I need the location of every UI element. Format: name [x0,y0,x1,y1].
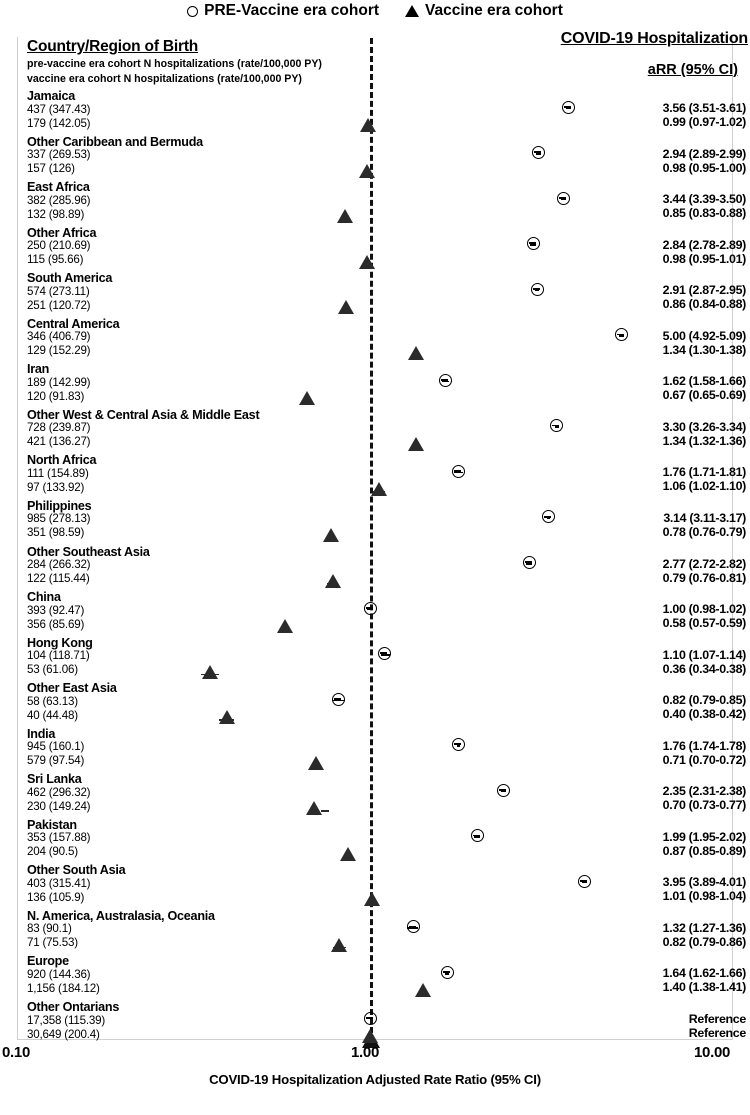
row-pre-vaccine-arr: 1.00 (0.98-1.02) [662,602,746,617]
pre-vaccine-marker [452,465,465,478]
row-pre-vaccine-arr: Reference [688,1012,746,1026]
pre-vaccine-marker [531,283,544,296]
row-pre-vaccine-arr: 5.00 (4.92-5.09) [662,328,746,343]
row-vaccine-arr: 0.98 (0.95-1.01) [662,251,746,266]
row-pre-vaccine-n: 337 (269.53) [27,148,91,162]
vaccine-marker [362,1029,378,1043]
row-vaccine-n: 53 (61.06) [27,663,78,677]
row-pre-vaccine-arr: 1.62 (1.58-1.66) [662,374,746,389]
pre-vaccine-marker [364,602,377,615]
vaccine-marker [306,801,322,815]
row-pre-vaccine-n: 945 (160.1) [27,740,85,754]
vaccine-marker [408,437,424,451]
vaccine-marker [415,983,431,997]
row-pre-vaccine-n: 17,358 (115.39) [27,1013,106,1027]
row-vaccine-arr: 0.86 (0.84-0.88) [662,297,746,312]
legend-entry-vaccine [405,2,563,20]
row-pre-vaccine-arr: 1.76 (1.71-1.81) [662,465,746,480]
row-vaccine-arr: 0.36 (0.34-0.38) [662,661,746,676]
row-vaccine-arr: 0.67 (0.65-0.69) [662,388,746,403]
row-pre-vaccine-arr: 1.64 (1.62-1.66) [662,966,746,981]
row-label: Other East Asia [27,681,117,696]
row-vaccine-arr: Reference [688,1026,746,1040]
column-header-hospitalization: COVID-19 Hospitalization [560,30,748,47]
row-pre-vaccine-n: 353 (157.88) [27,831,91,845]
row-vaccine-arr: 0.98 (0.95-1.00) [662,160,746,175]
row-label: Iran [27,362,50,377]
row-vaccine-n: 356 (85.69) [27,617,85,631]
row-vaccine-arr: 0.78 (0.76-0.79) [662,524,746,539]
row-label: Other Caribbean and Bermuda [27,134,203,149]
row-pre-vaccine-n: 189 (142.99) [27,375,91,389]
row-pre-vaccine-n: 83 (90.1) [27,922,72,936]
row-pre-vaccine-arr: 1.10 (1.07-1.14) [662,647,746,662]
row-vaccine-n: 157 (126) [27,162,75,176]
column-header-arr: aRR (95% CI) [647,62,738,78]
row-vaccine-n: 179 (142.05) [27,116,91,130]
row-vaccine-n: 136 (105.9) [27,890,85,904]
row-label: Europe [27,954,69,969]
row-label: East Africa [27,180,90,195]
legend-entry-pre-vaccine [187,2,379,20]
row-pre-vaccine-n: 437 (347.43) [27,102,91,116]
row-pre-vaccine-n: 574 (273.11) [27,284,90,298]
vaccine-marker [359,255,375,269]
row-pre-vaccine-n: 403 (315.41) [27,876,91,890]
row-pre-vaccine-n: 382 (285.96) [27,193,91,207]
legend-label-vaccine: Vaccine era cohort [425,2,563,19]
row-vaccine-n: 40 (44.48) [27,708,78,722]
vaccine-marker [340,847,356,861]
column-subheader-vaccine: vaccine era cohort N hospitalizations (rate/100,000 PY) [27,73,302,85]
row-pre-vaccine-n: 104 (118.71) [27,649,90,663]
row-vaccine-arr: 1.34 (1.32-1.36) [662,433,746,448]
vaccine-marker [359,164,375,178]
row-vaccine-n: 120 (91.83) [27,389,85,403]
x-axis-label: COVID-19 Hospitalization Adjusted Rate Ratio (95% CI) [209,1072,541,1087]
row-vaccine-n: 30,649 (200.4) [27,1027,100,1041]
row-vaccine-n: 579 (97.54) [27,754,85,768]
row-label: India [27,726,56,741]
row-pre-vaccine-n: 58 (63.13) [27,694,78,708]
row-vaccine-arr: 1.40 (1.38-1.41) [662,980,746,995]
open-circle-icon [187,6,198,17]
row-vaccine-arr: 0.40 (0.38-0.42) [662,707,746,722]
column-header-country: Country/Region of Birth [27,38,199,55]
vaccine-marker [202,665,218,679]
row-pre-vaccine-arr: 3.56 (3.51-3.61) [662,101,746,115]
row-label: N. America, Australasia, Oceania [27,908,215,923]
row-pre-vaccine-arr: 1.32 (1.27-1.36) [662,920,746,935]
pre-vaccine-marker [562,101,575,114]
row-vaccine-arr: 1.06 (1.02-1.10) [662,479,746,494]
row-vaccine-n: 97 (133.92) [27,480,85,494]
legend-label-pre-vaccine: PRE-Vaccine era cohort [204,2,380,19]
pre-vaccine-marker [439,374,452,387]
row-pre-vaccine-arr: 2.35 (2.31-2.38) [662,784,746,799]
row-vaccine-n: 351 (98.59) [27,526,85,540]
row-vaccine-n: 1,156 (184.12) [27,981,100,995]
x-axis [0,1044,750,1114]
row-vaccine-n: 129 (152.29) [27,344,91,358]
pre-vaccine-marker [441,966,454,979]
row-vaccine-arr: 0.99 (0.97-1.02) [662,115,746,129]
vaccine-marker [325,574,341,588]
row-vaccine-arr: 0.87 (0.85-0.89) [662,843,746,858]
row-label: Jamaica [27,89,75,103]
row-pre-vaccine-arr: 1.99 (1.95-2.02) [662,829,746,844]
row-label: Sri Lanka [27,772,82,787]
vaccine-marker [371,482,387,496]
row-vaccine-n: 71 (75.53) [27,936,78,950]
row-pre-vaccine-arr: 3.44 (3.39-3.50) [662,192,746,207]
column-subheader-pre-vaccine: pre-vaccine era cohort N hospitalizations (rate/100,000 PY) [27,58,322,70]
row-pre-vaccine-arr: 2.77 (2.72-2.82) [662,556,746,571]
row-vaccine-n: 421 (136.27) [27,435,91,449]
row-label: Other Southeast Asia [27,544,150,559]
row-label: Other Ontarians [27,1000,120,1014]
row-vaccine-n: 251 (120.72) [27,298,91,312]
x-tick-2: 10.00 [694,1044,731,1061]
row-pre-vaccine-arr: 3.14 (3.11-3.17) [663,510,746,525]
row-pre-vaccine-n: 111 (154.89) [27,466,89,480]
vaccine-marker [277,619,293,633]
pre-vaccine-marker [452,738,465,751]
row-label: Other Africa [27,225,97,240]
row-vaccine-arr: 1.01 (0.98-1.04) [662,889,746,904]
row-pre-vaccine-n: 250 (210.69) [27,239,91,253]
row-pre-vaccine-n: 284 (266.32) [27,558,91,571]
vaccine-marker [323,528,339,542]
vaccine-marker [331,938,347,952]
pre-vaccine-marker [557,192,570,205]
row-label: South America [27,271,113,286]
row-label: Philippines [27,498,92,513]
row-pre-vaccine-arr: 2.84 (2.78-2.89) [662,237,746,252]
row-vaccine-n: 115 (95.66) [27,253,84,267]
row-pre-vaccine-arr: 2.91 (2.87-2.95) [662,283,746,298]
row-vaccine-n: 230 (149.24) [27,799,91,813]
row-vaccine-n: 204 (90.5) [27,845,78,859]
row-label: Other West & Central Asia & Middle East [27,407,260,422]
pre-vaccine-marker [364,1012,377,1025]
vaccine-marker [364,892,380,906]
row-pre-vaccine-n: 920 (144.36) [27,967,91,981]
pre-vaccine-marker [523,556,536,569]
row-vaccine-arr: 0.85 (0.83-0.88) [662,206,746,221]
row-vaccine-n: 122 (115.44) [27,572,90,585]
row-pre-vaccine-n: 728 (239.87) [27,421,91,435]
row-label: North Africa [27,453,97,468]
row-vaccine-arr: 0.70 (0.73-0.77) [662,798,746,813]
row-label: Hong Kong [27,635,93,650]
row-vaccine-arr: 0.58 (0.57-0.59) [662,616,746,631]
pre-vaccine-marker [497,784,510,797]
row-pre-vaccine-arr: 1.76 (1.74-1.78) [662,738,746,753]
row-pre-vaccine-n: 462 (296.32) [27,785,91,799]
vaccine-marker [360,118,376,132]
row-label: Central America [27,316,120,331]
vaccine-marker [408,346,424,360]
row-label: Other South Asia [27,863,126,878]
vaccine-marker [219,710,235,724]
row-vaccine-arr: 1.34 (1.30-1.38) [662,342,746,357]
row-pre-vaccine-arr: 0.82 (0.79-0.85) [662,693,746,708]
row-label: Pakistan [27,817,77,832]
row-vaccine-arr: 0.79 (0.76-0.81) [662,570,746,585]
row-pre-vaccine-n: 346 (406.79) [27,330,91,344]
x-tick-1: 1.00 [351,1044,379,1061]
vaccine-marker [338,300,354,314]
row-label: China [27,590,61,605]
chart-legend [0,2,750,20]
row-pre-vaccine-arr: 3.30 (3.26-3.34) [662,419,746,434]
vaccine-marker [299,391,315,405]
row-vaccine-arr: 0.71 (0.70-0.72) [662,752,746,767]
row-pre-vaccine-arr: 2.94 (2.89-2.99) [662,146,746,161]
filled-triangle-icon [405,5,419,17]
pre-vaccine-marker [527,237,540,250]
row-pre-vaccine-n: 985 (278.13) [27,512,91,526]
vaccine-marker [337,209,353,223]
x-tick-0: 0.10 [2,1044,30,1061]
vaccine-marker [308,756,324,770]
row-vaccine-n: 132 (98.89) [27,207,85,221]
row-pre-vaccine-arr: 3.95 (3.89-4.01) [662,875,746,890]
row-pre-vaccine-n: 393 (92.47) [27,603,85,617]
row-vaccine-arr: 0.82 (0.79-0.86) [662,934,746,949]
